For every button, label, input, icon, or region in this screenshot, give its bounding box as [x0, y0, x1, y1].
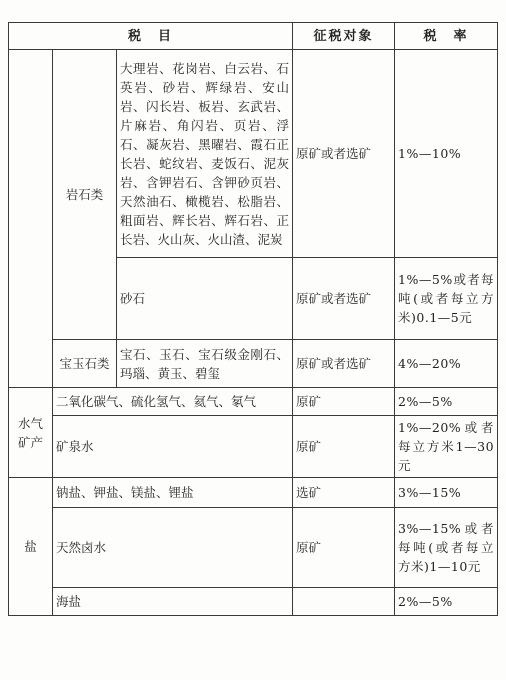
rate-cell: 3%—15%或者每吨(或者每立方米)1—10元	[395, 508, 498, 588]
object-cell: 原矿	[293, 388, 395, 416]
rate-cell: 3%—15%	[395, 478, 498, 508]
object-cell: 选矿	[293, 478, 395, 508]
table-row	[9, 588, 498, 616]
group-water-gas: 水气矿产	[9, 388, 53, 478]
rate-cell: 2%—5%	[395, 588, 498, 616]
resource-tax-table	[8, 22, 498, 616]
table-row	[9, 478, 498, 508]
object-cell: 原矿或者选矿	[293, 340, 395, 388]
table-row	[9, 416, 498, 478]
rate-cell: 2%—5%	[395, 388, 498, 416]
group-empty-cell	[9, 50, 53, 388]
rate-cell: 1%—10%	[395, 50, 498, 258]
item-cell: 矿泉水	[53, 416, 293, 478]
object-cell: 原矿或者选矿	[293, 50, 395, 258]
object-cell: 原矿	[293, 508, 395, 588]
rate-cell: 1%—5%或者每吨(或者每立方米)0.1—5元	[395, 258, 498, 340]
item-cell: 天然卤水	[53, 508, 293, 588]
item-cell: 砂石	[117, 258, 293, 340]
item-cell: 二氧化碳气、硫化氢气、氦气、氡气	[53, 388, 293, 416]
item-cell: 大理岩、花岗岩、白云岩、石英岩、砂岩、辉绿岩、安山岩、闪长岩、板岩、玄武岩、片麻岩、角闪岩、页岩、浮石、凝灰岩、黑曜岩、霞石正长岩、蛇纹岩、麦饭石、泥灰岩、含钾岩石、含钾砂页岩、天然油石、橄榄岩、松脂岩、粗面岩、辉长岩、辉石岩、正长岩、火山灰、火山渣、泥炭	[117, 50, 293, 258]
table-row	[9, 508, 498, 588]
object-cell	[293, 588, 395, 616]
header-object: 征税对象	[293, 23, 395, 50]
item-cell: 海盐	[53, 588, 293, 616]
object-cell: 原矿或者选矿	[293, 258, 395, 340]
table-row	[9, 340, 498, 388]
header-item: 税 目	[9, 23, 293, 50]
object-cell: 原矿	[293, 416, 395, 478]
header-rate: 税 率	[395, 23, 498, 50]
table-row	[9, 50, 498, 258]
table-header-row	[9, 23, 498, 50]
group-salt: 盐	[9, 478, 53, 616]
group-gem-class: 宝玉石类	[53, 340, 117, 388]
group-rock-class: 岩石类	[53, 50, 117, 340]
table-row	[9, 388, 498, 416]
item-cell: 钠盐、钾盐、镁盐、锂盐	[53, 478, 293, 508]
rate-cell: 4%—20%	[395, 340, 498, 388]
rate-cell: 1%—20%或者每立方米1—30元	[395, 416, 498, 478]
item-cell: 宝石、玉石、宝石级金刚石、玛瑙、黄玉、碧玺	[117, 340, 293, 388]
